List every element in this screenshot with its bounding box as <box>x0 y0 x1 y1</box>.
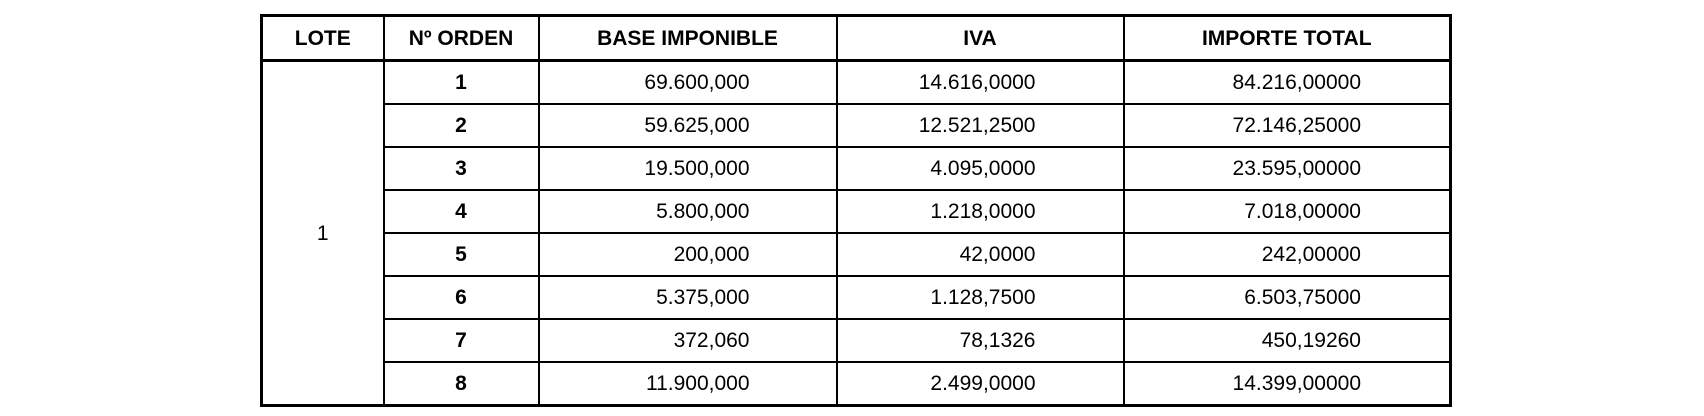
base-cell: 372,060 <box>539 319 837 362</box>
total-cell: 72.146,25000 <box>1124 104 1451 147</box>
iva-cell: 2.499,0000 <box>837 362 1124 406</box>
table-row <box>262 233 1451 276</box>
header-orden: Nº ORDEN <box>384 16 539 61</box>
header-base-imponible: BASE IMPONIBLE <box>539 16 837 61</box>
base-cell: 5.800,000 <box>539 190 837 233</box>
iva-cell: 4.095,0000 <box>837 147 1124 190</box>
iva-cell: 1.218,0000 <box>837 190 1124 233</box>
lote-table <box>260 14 1452 407</box>
orden-cell: 1 <box>384 61 539 105</box>
base-cell: 11.900,000 <box>539 362 837 406</box>
table-row <box>262 61 1451 105</box>
base-cell: 200,000 <box>539 233 837 276</box>
table-row <box>262 319 1451 362</box>
base-cell: 19.500,000 <box>539 147 837 190</box>
table-row <box>262 362 1451 406</box>
total-cell: 242,00000 <box>1124 233 1451 276</box>
header-importe-total: IMPORTE TOTAL <box>1124 16 1451 61</box>
orden-cell: 3 <box>384 147 539 190</box>
base-cell: 59.625,000 <box>539 104 837 147</box>
header-iva: IVA <box>837 16 1124 61</box>
total-cell: 23.595,00000 <box>1124 147 1451 190</box>
lote-cell: 1 <box>262 61 384 406</box>
table-row <box>262 190 1451 233</box>
orden-cell: 7 <box>384 319 539 362</box>
header-row <box>262 16 1451 61</box>
total-cell: 450,19260 <box>1124 319 1451 362</box>
iva-cell: 42,0000 <box>837 233 1124 276</box>
base-cell: 69.600,000 <box>539 61 837 105</box>
orden-cell: 4 <box>384 190 539 233</box>
iva-cell: 78,1326 <box>837 319 1124 362</box>
orden-cell: 2 <box>384 104 539 147</box>
table-row <box>262 147 1451 190</box>
total-cell: 7.018,00000 <box>1124 190 1451 233</box>
total-cell: 14.399,00000 <box>1124 362 1451 406</box>
orden-cell: 8 <box>384 362 539 406</box>
iva-cell: 14.616,0000 <box>837 61 1124 105</box>
orden-cell: 5 <box>384 233 539 276</box>
total-cell: 6.503,75000 <box>1124 276 1451 319</box>
base-cell: 5.375,000 <box>539 276 837 319</box>
iva-cell: 1.128,7500 <box>837 276 1124 319</box>
header-lote: LOTE <box>262 16 384 61</box>
total-cell: 84.216,00000 <box>1124 61 1451 105</box>
table-row <box>262 104 1451 147</box>
iva-cell: 12.521,2500 <box>837 104 1124 147</box>
orden-cell: 6 <box>384 276 539 319</box>
table-row <box>262 276 1451 319</box>
